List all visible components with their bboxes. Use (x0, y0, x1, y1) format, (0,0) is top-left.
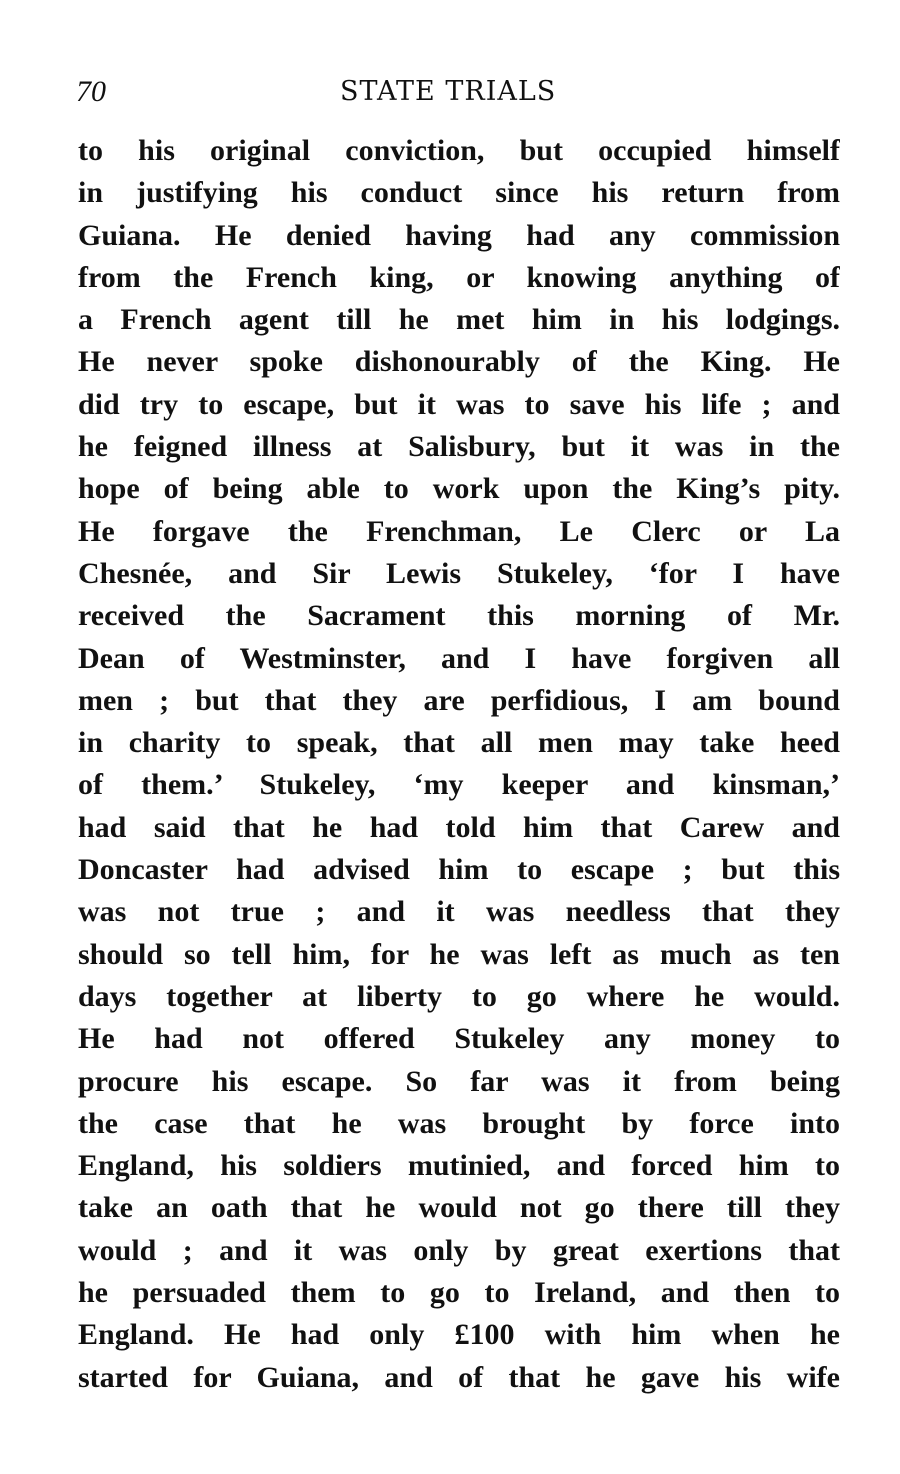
text-line: did try to escape, but it was to save his life ; and (78, 387, 840, 421)
text-line: He had not offered Stukeley any money to (78, 1022, 840, 1056)
text-line: in charity to speak, that all men may take heed (78, 726, 840, 760)
text-line: men ; but that they are perfidious, I am bound (78, 683, 840, 717)
text-line: to his original conviction, but occupied himself (78, 134, 840, 167)
body-text (78, 130, 840, 1399)
text-line: hope of being able to work upon the King’s pity. (78, 472, 840, 506)
text-line: from the French king, or knowing anything of (78, 260, 840, 294)
text-line: of them.’ Stukeley, ‘my keeper and kinsman,’ (78, 768, 840, 802)
text-line: procure his escape. So far was it from being (78, 1064, 840, 1098)
text-line: received the Sacrament this morning of Mr. (78, 599, 840, 633)
text-line: he feigned illness at Salisbury, but it was in the (78, 430, 840, 464)
running-title: STATE TRIALS (340, 76, 557, 107)
text-line: Dean of Westminster, and I have forgiven all (78, 641, 840, 675)
text-line: days together at liberty to go where he would. (78, 979, 840, 1013)
text-line: would ; and it was only by great exertions that (78, 1233, 840, 1267)
text-line: should so tell him, for he was left as much as ten (78, 937, 840, 971)
text-line: he persuaded them to go to Ireland, and then to (78, 1276, 840, 1310)
text-line: Guiana. He denied having had any commission (78, 218, 840, 252)
text-line: started for Guiana, and of that he gave his wife (78, 1360, 840, 1394)
text-line: England, his soldiers mutinied, and forced him to (78, 1149, 840, 1183)
text-line: Doncaster had advised him to escape ; but this (78, 853, 840, 887)
text-line: in justifying his conduct since his return from (78, 176, 840, 210)
page-number: 70 (76, 75, 106, 108)
text-line: a French agent till he met him in his lodgings. (78, 303, 840, 337)
text-line: Chesnée, and Sir Lewis Stukeley, ‘for I have (78, 556, 840, 590)
text-line: take an oath that he would not go there till they (78, 1191, 840, 1225)
text-line: England. He had only £100 with him when he (78, 1318, 840, 1352)
text-line: He forgave the Frenchman, Le Clerc or La (78, 514, 840, 548)
text-line: had said that he had told him that Carew and (78, 810, 840, 844)
text-line: was not true ; and it was needless that they (78, 895, 840, 929)
text-line: the case that he was brought by force into (78, 1106, 840, 1140)
running-head (76, 72, 840, 112)
text-line: He never spoke dishonourably of the King. He (78, 345, 840, 379)
